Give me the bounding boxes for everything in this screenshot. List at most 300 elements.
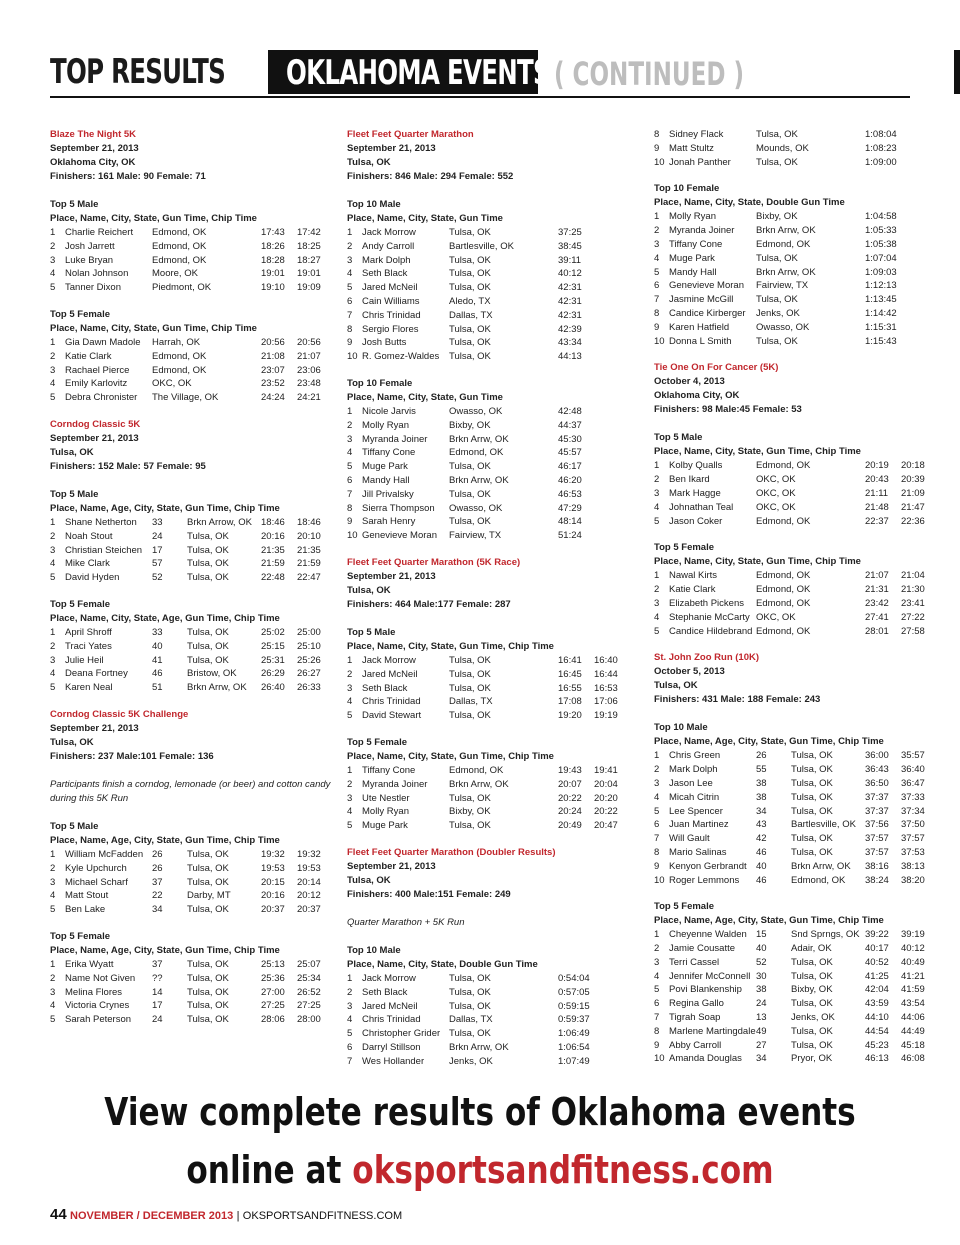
group-label: Top 10 Male <box>347 199 401 210</box>
result-gun: 20:24 <box>558 806 582 818</box>
result-name: Jason Coker <box>669 515 723 527</box>
result-row <box>654 321 914 335</box>
result-gun: 46:17 <box>558 461 582 473</box>
result-row <box>50 667 335 681</box>
result-city: Brkn Arrw, OK <box>756 225 816 237</box>
result-row <box>654 942 925 956</box>
result-p: 5 <box>347 1028 353 1040</box>
result-p: 4 <box>654 501 660 513</box>
result-name: Jill Privalsky <box>362 488 414 500</box>
result-p: 10 <box>654 874 665 886</box>
result-row <box>50 240 335 254</box>
result-p: 2 <box>347 778 353 790</box>
result-name: Chris Trinidad <box>362 696 421 708</box>
result-city: Edmond, OK <box>756 625 811 637</box>
result-row <box>347 502 637 516</box>
event-title[interactable]: Tie One On For Cancer (5K) <box>654 362 779 374</box>
result-p: 3 <box>654 956 660 968</box>
result-chip: 46:08 <box>901 1053 925 1065</box>
result-gun: 26:29 <box>261 668 285 680</box>
result-gun: 40:12 <box>558 268 582 280</box>
spacer <box>654 417 914 431</box>
result-gun: 19:01 <box>261 268 285 280</box>
result-p: 3 <box>347 433 353 445</box>
spacer <box>347 930 637 944</box>
result-chip: 20:04 <box>594 778 618 790</box>
result-row <box>347 336 637 350</box>
result-city: Tulsa, OK <box>791 846 833 858</box>
result-row <box>347 281 637 295</box>
event-date: September 21, 2013 <box>347 570 436 582</box>
result-gun: 20:07 <box>558 778 582 790</box>
result-row <box>50 903 335 917</box>
result-name: R. Gomez-Waldes <box>362 351 440 363</box>
result-city: Tulsa, OK <box>756 335 798 347</box>
result-name: Juan Martinez <box>669 819 729 831</box>
result-dgun: 1:08:23 <box>865 142 897 154</box>
spacer <box>50 695 335 708</box>
result-chip: 18:46 <box>297 516 321 528</box>
result-name: Chris Trinidad <box>362 1014 421 1026</box>
result-city: Brkn Arrw, OK <box>756 266 816 278</box>
result-p: 5 <box>654 266 660 278</box>
result-row <box>654 860 925 874</box>
result-age: 34 <box>756 805 767 817</box>
result-city: Tulsa, OK <box>449 461 491 473</box>
result-city: Tulsa, OK <box>449 1028 491 1040</box>
result-chip: 25:07 <box>297 958 321 970</box>
spacer <box>50 405 335 418</box>
result-p: 4 <box>347 696 353 708</box>
result-dgun: 0:57:05 <box>558 986 590 998</box>
result-dgun: 1:09:03 <box>865 266 897 278</box>
result-p: 3 <box>50 654 56 666</box>
result-city: Dallas, TX <box>449 309 493 321</box>
result-row <box>50 516 335 530</box>
spacer <box>347 902 637 916</box>
result-chip: 27:25 <box>297 1000 321 1012</box>
result-row <box>654 625 925 639</box>
result-name: Erika Wyatt <box>65 958 114 970</box>
result-chip: 37:34 <box>901 805 925 817</box>
result-row <box>347 819 637 833</box>
result-city: Tulsa, OK <box>449 986 491 998</box>
result-name: Will Gault <box>669 833 710 845</box>
result-name: Debra Chronister <box>65 392 138 404</box>
result-city: Bixby, OK <box>449 806 491 818</box>
event-title[interactable]: Blaze The Night 5K <box>50 129 137 140</box>
result-gun: 16:45 <box>558 668 582 680</box>
header-rule <box>50 96 910 98</box>
event-finishers: Finishers: 98 Male:45 Female: 53 <box>654 404 802 416</box>
result-name: David Stewart <box>362 710 422 722</box>
result-chip: 39:19 <box>901 929 925 941</box>
result-age: 37 <box>152 958 163 970</box>
event-section <box>50 128 335 418</box>
result-row <box>654 997 925 1011</box>
result-p: 5 <box>654 805 660 817</box>
result-row <box>654 956 925 970</box>
cta-url-link[interactable]: oksportsandfitness.com <box>352 1148 774 1192</box>
group-column-header: Place, Name, Age, City, State, Gun Time, Chip Time <box>50 944 280 956</box>
result-name: Mark Dolph <box>669 764 718 776</box>
result-name: Ben Ikard <box>669 474 710 486</box>
result-row <box>654 501 925 515</box>
result-city: Tulsa, OK <box>791 1039 833 1051</box>
result-name: Mike Clark <box>65 558 110 570</box>
result-name: Johnathan Teal <box>669 501 734 513</box>
result-p: 1 <box>347 972 353 984</box>
result-p: 2 <box>50 350 56 362</box>
result-gun: 48:14 <box>558 516 582 528</box>
result-p: 4 <box>50 268 56 280</box>
result-dgun: 1:15:43 <box>865 335 897 347</box>
result-gun: 20:43 <box>865 474 889 486</box>
result-row <box>654 142 914 156</box>
result-row <box>654 266 914 280</box>
result-city: Tulsa, OK <box>756 156 798 168</box>
result-chip: 28:00 <box>297 1014 321 1026</box>
event-title[interactable]: St. John Zoo Run (10K) <box>654 652 760 664</box>
group-label: Top 5 Male <box>50 199 99 210</box>
result-chip: 27:22 <box>901 611 925 623</box>
result-row <box>654 473 925 487</box>
result-city: Brkn Arrw, OK <box>187 682 247 694</box>
results-column-2 <box>347 128 637 1081</box>
result-row <box>654 749 925 763</box>
result-age: 51 <box>152 682 163 694</box>
result-row <box>50 876 335 890</box>
result-gun: 42:48 <box>558 405 582 417</box>
spacer <box>654 887 914 900</box>
result-gun: 23:42 <box>865 597 889 609</box>
result-city: Jenks, OK <box>449 1055 493 1067</box>
result-city: Moore, OK <box>152 268 198 280</box>
result-name: Donna L Smith <box>669 335 732 347</box>
result-p: 2 <box>654 943 660 955</box>
result-name: Candice Kirberger <box>669 307 746 319</box>
result-city: Edmond, OK <box>756 597 811 609</box>
event-location: Oklahoma City, OK <box>50 157 136 168</box>
event-date: October 5, 2013 <box>654 666 725 678</box>
result-age: 17 <box>152 1000 163 1012</box>
result-p: 6 <box>347 474 353 486</box>
event-date: September 21, 2013 <box>347 860 436 872</box>
result-p: 2 <box>347 240 353 252</box>
result-gun: 36:50 <box>865 777 889 789</box>
result-p: 2 <box>347 668 353 680</box>
result-city: Tulsa, OK <box>449 227 491 238</box>
result-age: 52 <box>152 572 163 584</box>
event-title[interactable]: Corndog Classic 5K <box>50 418 141 430</box>
result-row <box>654 307 914 321</box>
result-name: Name Not Given <box>65 972 136 984</box>
result-gun: 20:22 <box>558 792 582 804</box>
result-p: 5 <box>347 710 353 722</box>
spacer <box>347 723 637 736</box>
result-name: Micah Citrin <box>669 791 720 803</box>
result-name: William McFadden <box>65 848 144 860</box>
result-gun: 21:59 <box>261 558 285 570</box>
event-section <box>654 361 925 651</box>
result-p: 2 <box>50 862 56 874</box>
result-gun: 42:04 <box>865 984 889 996</box>
result-p: 5 <box>654 515 660 527</box>
result-p: 8 <box>347 502 353 514</box>
result-row <box>347 792 637 806</box>
result-chip: 20:20 <box>594 792 618 804</box>
result-city: Tulsa, OK <box>449 710 491 722</box>
result-row <box>50 336 335 350</box>
result-p: 1 <box>654 570 660 582</box>
result-name: Christopher Grider <box>362 1028 441 1040</box>
result-city: Tulsa, OK <box>791 956 833 968</box>
result-gun: 28:06 <box>261 1014 285 1026</box>
event-finishers: Finishers: 464 Male:177 Female: 287 <box>347 598 511 610</box>
result-row <box>50 999 335 1013</box>
result-age: 34 <box>756 1053 767 1065</box>
result-gun: 25:31 <box>261 654 285 666</box>
result-p: 3 <box>347 792 353 804</box>
result-row <box>654 583 925 597</box>
result-chip: 16:44 <box>594 668 618 680</box>
result-chip: 23:06 <box>297 364 321 376</box>
result-row <box>347 295 637 309</box>
event-title[interactable]: Fleet Feet Quarter Marathon <box>347 129 474 140</box>
group-column-header: Place, Name, City, State, Gun Time, Chip Time <box>50 213 257 224</box>
result-row <box>50 364 335 378</box>
result-age: 24 <box>152 530 163 542</box>
result-name: Mark Dolph <box>362 254 411 266</box>
result-city: Piedmont, OK <box>152 282 212 294</box>
result-row <box>50 254 335 268</box>
result-city: OKC, OK <box>756 487 796 499</box>
event-section <box>654 651 925 1079</box>
result-p: 5 <box>347 282 353 294</box>
result-p: 6 <box>654 998 660 1010</box>
result-row <box>50 972 335 986</box>
result-p: 8 <box>654 307 660 319</box>
result-name: Matt Stout <box>65 890 109 902</box>
result-gun: 27:41 <box>865 611 889 623</box>
result-age: 24 <box>152 1014 163 1026</box>
result-gun: 25:13 <box>261 958 285 970</box>
event-date: September 21, 2013 <box>347 143 436 154</box>
result-gun: 20:16 <box>261 530 285 542</box>
result-city: Bartlesville, OK <box>791 819 856 831</box>
result-p: 4 <box>50 890 56 902</box>
result-gun: 36:00 <box>865 750 889 762</box>
result-row <box>654 335 914 349</box>
result-city: Edmond, OK <box>756 515 811 527</box>
result-chip: 20:10 <box>297 530 321 542</box>
result-dgun: 1:05:38 <box>865 238 897 250</box>
result-chip: 38:13 <box>901 860 925 872</box>
result-city: Dallas, TX <box>449 696 493 708</box>
event-location: Tulsa, OK <box>347 874 391 886</box>
result-row <box>50 377 335 391</box>
result-p: 8 <box>347 323 353 335</box>
result-dgun: 1:04:58 <box>865 211 897 223</box>
result-name: Sergio Flores <box>362 323 419 335</box>
event-title[interactable]: Corndog Classic 5K Challenge <box>50 708 189 720</box>
result-p: 1 <box>50 336 56 348</box>
result-gun: 25:36 <box>261 972 285 984</box>
result-row <box>654 224 914 238</box>
result-age: 14 <box>152 986 163 998</box>
event-location: Tulsa, OK <box>347 584 391 596</box>
spacer <box>654 1066 914 1079</box>
result-city: Tulsa, OK <box>791 1025 833 1037</box>
result-name: Amanda Douglas <box>669 1053 742 1065</box>
cta-line-2 <box>86 1148 873 1192</box>
result-row <box>347 805 637 819</box>
result-city: Tulsa, OK <box>791 833 833 845</box>
group-label: Top 5 Female <box>347 736 408 748</box>
result-row <box>50 571 335 585</box>
result-name: Myranda Joiner <box>669 225 735 237</box>
spacer <box>50 585 335 598</box>
result-gun: 37:37 <box>865 805 889 817</box>
result-row <box>50 862 335 876</box>
result-row <box>347 764 637 778</box>
result-row <box>50 226 335 240</box>
result-p: 1 <box>654 211 660 223</box>
result-city: Edmond, OK <box>756 238 811 250</box>
result-p: 2 <box>50 972 56 984</box>
result-p: 3 <box>50 364 56 376</box>
event-finishers: Finishers: 431 Male: 188 Female: 243 <box>654 694 821 706</box>
result-city: Bixby, OK <box>791 984 833 996</box>
result-name: Jared McNeil <box>362 282 418 294</box>
result-p: 1 <box>347 764 353 776</box>
result-name: Katie Clark <box>65 350 112 362</box>
result-name: David Hyden <box>65 572 120 584</box>
result-gun: 18:46 <box>261 516 285 528</box>
result-row <box>347 350 637 364</box>
result-age: 43 <box>756 819 767 831</box>
result-gun: 21:48 <box>865 501 889 513</box>
result-p: 3 <box>50 254 56 266</box>
result-chip: 19:32 <box>297 848 321 860</box>
event-title[interactable]: Fleet Feet Quarter Marathon (Doubler Results) <box>347 846 556 858</box>
result-city: Owasso, OK <box>449 502 503 514</box>
result-city: Tulsa, OK <box>187 876 229 888</box>
result-chip: 22:36 <box>901 515 925 527</box>
result-age: 41 <box>152 654 163 666</box>
result-gun: 46:53 <box>558 488 582 500</box>
result-p: 9 <box>347 516 353 528</box>
result-age: ?? <box>152 972 163 984</box>
result-city: Brkn Arrw, OK <box>449 433 509 445</box>
result-gun: 18:28 <box>261 254 285 266</box>
group-column-header: Place, Name, City, State, Gun Time, Chip Time <box>347 750 554 762</box>
result-p: 3 <box>654 487 660 499</box>
event-section <box>347 846 637 1082</box>
result-row <box>50 681 335 695</box>
result-chip: 20:14 <box>297 876 321 888</box>
result-gun: 20:56 <box>261 336 285 348</box>
group-label: Top 5 Male <box>654 432 703 444</box>
result-chip: 26:27 <box>297 668 321 680</box>
result-row <box>50 391 335 405</box>
result-row <box>50 654 335 668</box>
result-chip: 36:40 <box>901 764 925 776</box>
result-p: 6 <box>347 295 353 307</box>
event-section <box>654 128 914 361</box>
result-name: Karen Neal <box>65 682 113 694</box>
result-gun: 47:29 <box>558 502 582 514</box>
result-row <box>654 210 914 224</box>
result-row <box>654 252 914 266</box>
result-city: Tulsa, OK <box>449 254 491 266</box>
result-city: OKC, OK <box>756 611 796 623</box>
spacer <box>654 528 914 541</box>
result-chip: 19:09 <box>297 282 321 294</box>
result-name: Mark Hagge <box>669 487 721 499</box>
result-name: Jack Morrow <box>362 227 416 238</box>
result-age: 55 <box>756 764 767 776</box>
result-city: Tulsa, OK <box>449 972 491 984</box>
result-name: Seth Black <box>362 268 408 280</box>
result-city: Aledo, TX <box>449 295 491 307</box>
result-city: Tulsa, OK <box>449 820 491 832</box>
result-name: Kolby Qualls <box>669 460 723 472</box>
result-p: 3 <box>50 544 56 556</box>
result-name: Shane Netherton <box>65 516 137 528</box>
result-chip: 41:21 <box>901 970 925 982</box>
result-chip: 45:18 <box>901 1039 925 1051</box>
result-city: Tulsa, OK <box>756 252 798 264</box>
result-city: Tulsa, OK <box>187 1000 229 1012</box>
result-chip: 25:00 <box>297 626 321 638</box>
result-age: 22 <box>152 890 163 902</box>
result-name: Molly Ryan <box>669 211 716 223</box>
result-row <box>654 1025 925 1039</box>
result-name: Kenyon Gerbrandt <box>669 860 747 872</box>
result-row <box>654 1011 925 1025</box>
result-age: 24 <box>756 998 767 1010</box>
result-p: 6 <box>654 280 660 292</box>
result-city: Brkn Arrw, OK <box>449 778 509 790</box>
result-age: 52 <box>756 956 767 968</box>
result-gun: 21:11 <box>865 487 889 499</box>
result-city: Tulsa, OK <box>791 764 833 776</box>
result-row <box>347 1000 637 1014</box>
event-title[interactable]: Fleet Feet Quarter Marathon (5K Race) <box>347 556 521 568</box>
result-p: 7 <box>654 294 660 306</box>
result-p: 3 <box>347 682 353 694</box>
result-p: 8 <box>654 846 660 858</box>
results-column-1 <box>50 128 335 1040</box>
result-p: 7 <box>347 1055 353 1067</box>
result-name: Emily Karlovitz <box>65 378 128 390</box>
result-age: 40 <box>756 860 767 872</box>
result-name: Nicole Jarvis <box>362 405 416 417</box>
result-dgun: 0:59:15 <box>558 1000 590 1012</box>
result-chip: 40:12 <box>901 943 925 955</box>
result-gun: 43:59 <box>865 998 889 1010</box>
result-p: 4 <box>654 970 660 982</box>
result-city: Tulsa, OK <box>449 282 491 294</box>
result-p: 1 <box>347 405 353 417</box>
result-city: Edmond, OK <box>756 584 811 596</box>
spacer <box>50 474 335 488</box>
event-finishers: Finishers: 237 Male:101 Female: 136 <box>50 750 214 762</box>
result-age: 40 <box>756 943 767 955</box>
result-name: Molly Ryan <box>362 419 409 431</box>
result-age: 40 <box>152 640 163 652</box>
